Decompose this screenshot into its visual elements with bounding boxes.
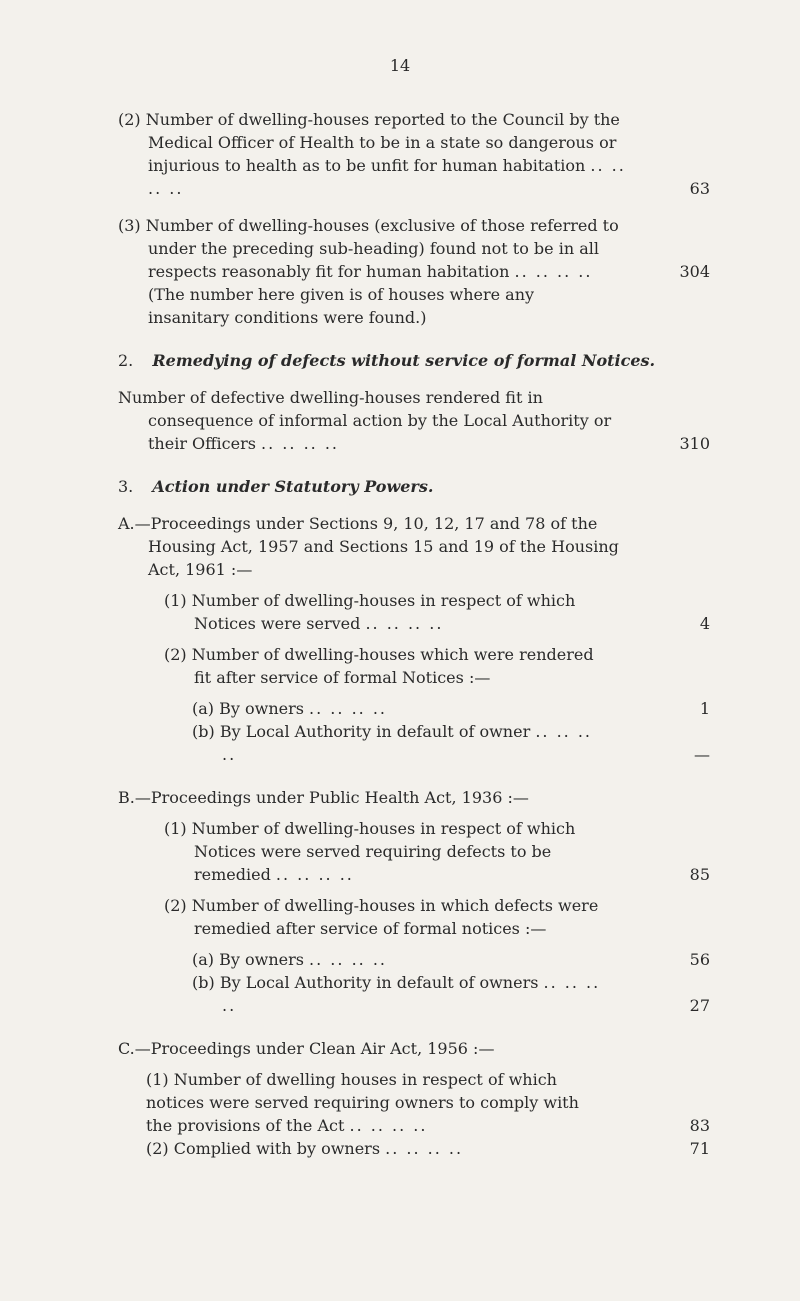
section-3a-2a [192, 697, 718, 720]
section-2-heading [118, 349, 718, 372]
dot-leader: .. .. .. .. [514, 262, 593, 281]
dot-leader: .. .. .. .. [309, 950, 387, 969]
item-3-text: Number of dwelling-houses (exclusive of those referred to under the preceding sub-heading) found not to be in all respects reasonably fit for human habitation [145, 216, 619, 281]
item-3-value: 304 [679, 262, 710, 281]
dot-leader: .. .. .. .. [385, 1139, 464, 1158]
dot-leader: .. .. .. .. [148, 156, 626, 198]
section-3a-1-text: (1) Number of dwelling-houses in respect of which Notices were served [164, 591, 576, 633]
section-3c-2-value: 71 [689, 1139, 710, 1158]
section-3-number: 3. [118, 477, 134, 496]
item-2-value: 63 [689, 179, 710, 198]
section-3a-2b-value: — [694, 745, 710, 764]
section-3b-2a [192, 948, 718, 971]
section-3a-2b [192, 720, 718, 766]
section-3a-intro: A.—Proceedings under Sections 9, 10, 12, 17 and 78 of the Housing Act, 1957 and Sections 15 and 19 of the Housing Act, 1961 :— [118, 514, 619, 579]
section-3-title: Action under Statutory Powers. [152, 477, 434, 496]
section-3c-2 [146, 1137, 718, 1160]
section-3b-2-text: (2) Number of dwelling-houses in which defects were remedied after service of formal notices :— [164, 896, 599, 938]
section-3c-intro: C.—Proceedings under Clean Air Act, 1956 :— [118, 1039, 495, 1058]
page-number: 14 [389, 56, 411, 75]
section-3a-2a-value: 1 [699, 699, 710, 718]
section-3b-intro: B.—Proceedings under Public Health Act, 1936 :— [118, 788, 529, 807]
item-2-text: Number of dwelling-houses reported to the Council by the Medical Officer of Health to be in a state so dangerous or injurious to health as to be unfit for human habitation [145, 110, 620, 175]
item-3 [118, 214, 718, 283]
item-3-note: (The number here given is of houses where any insanitary conditions were found.) [148, 285, 535, 327]
section-2-item [118, 386, 718, 455]
section-3c-1 [146, 1068, 718, 1137]
document-body [118, 108, 718, 1160]
dot-leader: .. .. .. .. [222, 973, 601, 1015]
section-3b-2b [192, 971, 718, 1017]
section-3b-1-text: (1) Number of dwelling-houses in respect of which Notices were served requiring defects to be remedied [164, 819, 576, 884]
item-2-label: (2) [118, 110, 141, 129]
dot-leader: .. .. .. .. [261, 434, 339, 453]
section-2-title: Remedying of defects without service of formal Notices. [152, 351, 656, 370]
section-3c-1-text: (1) Number of dwelling houses in respect of which notices were served requiring owners to comply with the provisions of the Act [146, 1070, 579, 1135]
item-3-label: (3) [118, 216, 141, 235]
section-3a-2b-text: (b) By Local Authority in default of owner [192, 722, 531, 741]
section-3b-2a-value: 56 [689, 950, 710, 969]
item-2 [118, 108, 718, 200]
section-3a-2a-text: (a) By owners [192, 699, 304, 718]
section-3b-2b-text: (b) By Local Authority in default of owners [192, 973, 539, 992]
section-3b-1-value: 85 [689, 865, 710, 884]
section-3a-1-value: 4 [699, 614, 710, 633]
dot-leader: .. .. .. .. [222, 722, 592, 764]
section-2-value: 310 [679, 434, 710, 453]
dot-leader: .. .. .. .. [365, 614, 444, 633]
section-3a-2-text: (2) Number of dwelling-houses which were rendered fit after service of formal Notices :— [164, 645, 594, 687]
section-3-heading [118, 475, 718, 498]
section-3b-2b-value: 27 [689, 996, 710, 1015]
section-3b-2a-text: (a) By owners [192, 950, 304, 969]
section-2-number: 2. [118, 351, 134, 370]
dot-leader: .. .. .. .. [349, 1116, 428, 1135]
section-3c-2-text: (2) Complied with by owners [146, 1139, 381, 1158]
section-3b-1 [164, 817, 718, 886]
dot-leader: .. .. .. .. [309, 699, 387, 718]
section-3c-1-value: 83 [689, 1116, 710, 1135]
section-2-text: Number of defective dwelling-houses rendered fit in consequence of informal action by the Local Authority or their Officers [118, 388, 612, 453]
section-3a-1 [164, 589, 718, 635]
dot-leader: .. .. .. .. [275, 865, 354, 884]
